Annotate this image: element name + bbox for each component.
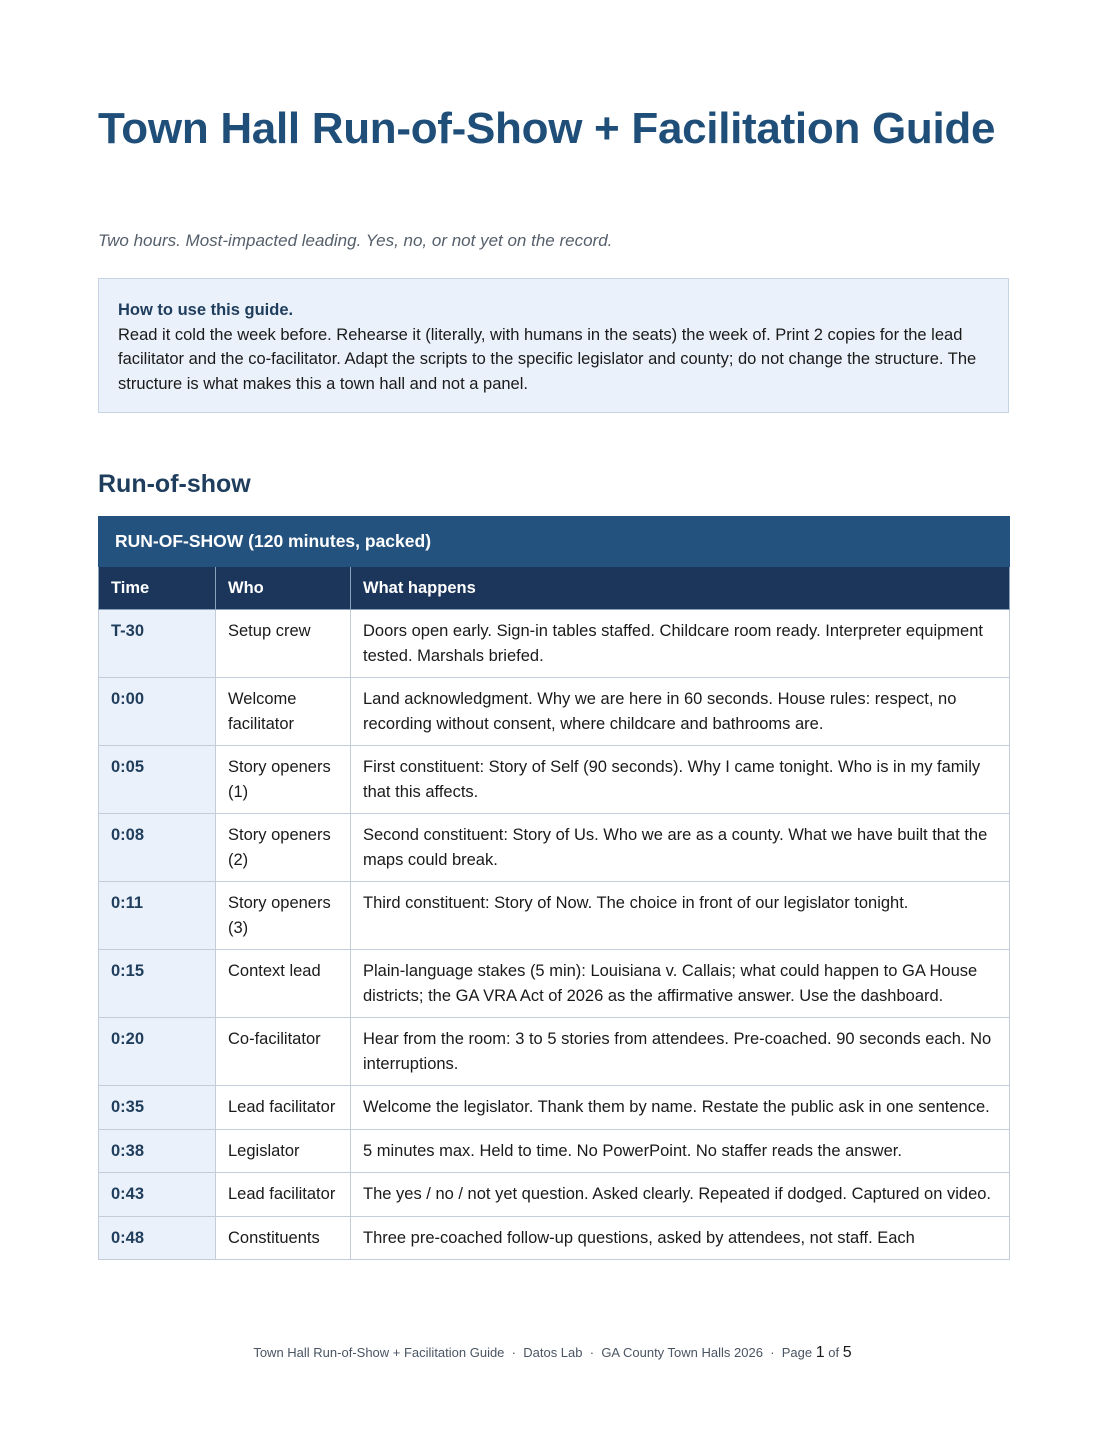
footer-page-total: 5 [842, 1344, 852, 1361]
row-time: T-30 [99, 610, 216, 678]
row-who: Story openers (1) [216, 746, 351, 814]
run-of-show-table [98, 516, 1010, 1260]
table-banner: RUN-OF-SHOW (120 minutes, packed) [99, 517, 1010, 567]
table-row [99, 814, 1010, 882]
row-who: Co-facilitator [216, 1018, 351, 1086]
row-time: 0:20 [99, 1018, 216, 1086]
footer-of-label: of [828, 1345, 840, 1360]
section-heading: Run-of-show [98, 470, 251, 498]
table-row [99, 678, 1010, 746]
row-time: 0:35 [99, 1086, 216, 1130]
footer-page-number: 1 [815, 1344, 825, 1361]
row-what: Doors open early. Sign-in tables staffed. Childcare room ready. Interpreter equipment tested. Marshals briefed. [351, 610, 1010, 678]
column-header-who: Who [216, 567, 351, 610]
table-banner-row [99, 517, 1010, 567]
footer-separator: · [589, 1345, 595, 1360]
row-time: 0:00 [99, 678, 216, 746]
row-what: Plain-language stakes (5 min): Louisiana v. Callais; what could happen to GA House districts; the GA VRA Act of 2026 as the affirmative answer. Use the dashboard. [351, 950, 1010, 1018]
row-what: 5 minutes max. Held to time. No PowerPoint. No staffer reads the answer. [351, 1129, 1010, 1173]
row-what: First constituent: Story of Self (90 seconds). Why I came tonight. Who is in my family that this affects. [351, 746, 1010, 814]
table-row [99, 746, 1010, 814]
usage-callout [98, 278, 1009, 413]
footer-separator: · [770, 1345, 775, 1360]
row-who: Story openers (3) [216, 882, 351, 950]
page-title: Town Hall Run-of-Show + Facilitation Guide [98, 104, 996, 153]
table-row [99, 1018, 1010, 1086]
footer-page-label: Page [781, 1345, 813, 1360]
row-time: 0:43 [99, 1173, 216, 1217]
footer-separator: · [511, 1345, 516, 1360]
row-time: 0:11 [99, 882, 216, 950]
row-time: 0:38 [99, 1129, 216, 1173]
table-header-row [99, 567, 1010, 610]
row-time: 0:08 [99, 814, 216, 882]
page-footer [0, 1344, 1105, 1362]
table-row [99, 882, 1010, 950]
row-what: The yes / no / not yet question. Asked clearly. Repeated if dodged. Captured on video. [351, 1173, 1010, 1217]
table-row [99, 1129, 1010, 1173]
page-subtitle: Two hours. Most-impacted leading. Yes, no, or not yet on the record. [98, 231, 613, 250]
row-what: Second constituent: Story of Us. Who we are as a county. What we have built that the maps could break. [351, 814, 1010, 882]
row-what: Hear from the room: 3 to 5 stories from attendees. Pre-coached. 90 seconds each. No interruptions. [351, 1018, 1010, 1086]
table-row [99, 950, 1010, 1018]
row-time: 0:48 [99, 1216, 216, 1260]
column-header-what: What happens [351, 567, 1010, 610]
column-header-time: Time [99, 567, 216, 610]
row-what: Three pre-coached follow-up questions, asked by attendees, not staff. Each [351, 1216, 1010, 1260]
row-who: Lead facilitator [216, 1173, 351, 1217]
table-row [99, 1216, 1010, 1260]
table-row [99, 610, 1010, 678]
footer-series: GA County Town Halls 2026 [601, 1345, 763, 1360]
row-who: Context lead [216, 950, 351, 1018]
callout-heading: How to use this guide. [118, 301, 294, 319]
callout-body: Read it cold the week before. Rehearse it (literally, with humans in the seats) the week of. Print 2 copies for the lead facilitator and the co-facilitator. Adapt the scripts to the specific legislator and county; do not change the structure. The structure is what makes this a town hall and not a panel. [118, 325, 977, 393]
row-who: Constituents [216, 1216, 351, 1260]
footer-doc-title: Town Hall Run-of-Show + Facilitation Guide [253, 1345, 505, 1360]
table-row [99, 1173, 1010, 1217]
row-time: 0:05 [99, 746, 216, 814]
row-who: Lead facilitator [216, 1086, 351, 1130]
row-who: Setup crew [216, 610, 351, 678]
row-what: Land acknowledgment. Why we are here in 60 seconds. House rules: respect, no recording without consent, where childcare and bathrooms are. [351, 678, 1010, 746]
row-who: Welcome facilitator [216, 678, 351, 746]
row-who: Legislator [216, 1129, 351, 1173]
row-what: Third constituent: Story of Now. The choice in front of our legislator tonight. [351, 882, 1010, 950]
row-what: Welcome the legislator. Thank them by name. Restate the public ask in one sentence. [351, 1086, 1010, 1130]
table-row [99, 1086, 1010, 1130]
row-time: 0:15 [99, 950, 216, 1018]
footer-org: Datos Lab [523, 1345, 583, 1360]
row-who: Story openers (2) [216, 814, 351, 882]
